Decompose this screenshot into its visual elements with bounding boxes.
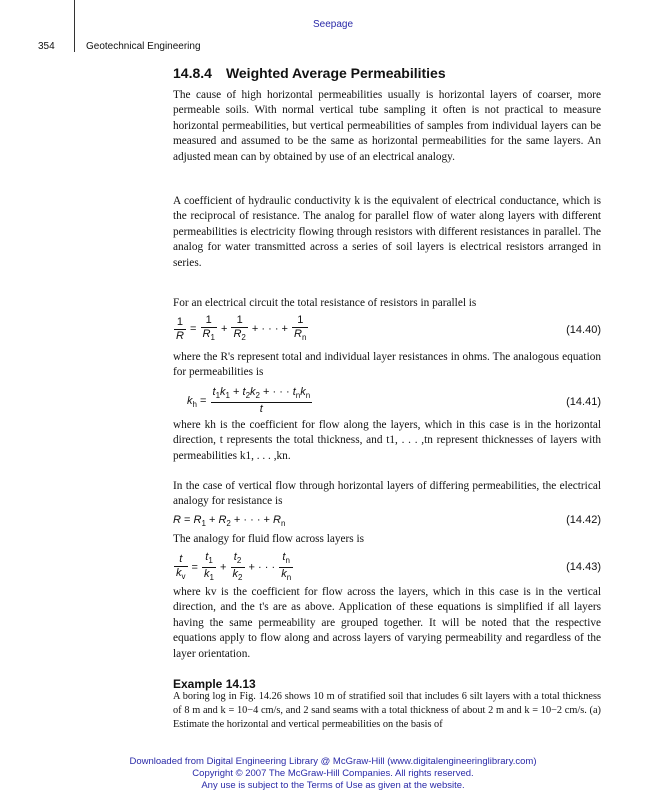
equation-number: (14.42) xyxy=(566,514,601,526)
footer-terms-link[interactable]: Any use is subject to the Terms of Use as given at the website. xyxy=(201,780,465,791)
running-head: Seepage xyxy=(312,19,354,30)
equation-14-43: $\frac{t}{k_v}$ = $\frac{t_1}{k_1}$ + $\frac{t_2}{k_2}$ + · · · $\frac{t_n}{k_n}$ (14.43) xyxy=(176,551,601,583)
equation-number: (14.41) xyxy=(566,396,601,408)
paragraph-3: For an electrical circuit the total resistance of resistors in parallel is xyxy=(173,297,477,309)
book-title: Geotechnical Engineering xyxy=(86,41,201,52)
paragraph-after-eq3: The analogy for fluid flow across layers is xyxy=(173,533,365,545)
header-rule xyxy=(74,0,75,52)
paragraph-after-eq1: where the R's represent total and individual layer resistances in ohms. The analogous equation for permeabilities is xyxy=(173,351,601,379)
footer-copyright: Copyright © 2007 The McGraw-Hill Companies. All rights reserved. xyxy=(192,768,474,779)
example-heading: Example 14.13 xyxy=(173,677,256,691)
equation-14-41: $k_h$ = $\frac{t_1k_1 + t_2k_2 + \cdot \cdot \cdot t_nk_n}{t}$ (14.41) xyxy=(187,386,601,416)
paragraph-vertical-flow: In the case of vertical flow through horizontal layers of differing permeabilities, the electrical analogy for resistance is xyxy=(173,480,601,508)
paragraph-1: The cause of high horizontal permeabilities usually is horizontal layers of coarser, more permeable soils. With normal vertical tube sampling it often is not practical to measure horizontal permeabilities, but vertical permeabilities of samples from individual layers can be measured and assumed to be the same as horizontal permeabilities for the same layers. An adjusted mean can by obtained by use of an electrical analogy. xyxy=(173,89,601,163)
paragraph-after-eq4: where kv is the coefficient for flow across the layers, which in this case is in the vertical direction, and the t's are as above. Application of these equations is simplified if all layers having the same permeability are grouped together. It will be noted that the respective equations apply to flow along and across layers of varying permeability and regardless of the layer orientation. xyxy=(173,586,601,660)
footer-download-link[interactable]: Downloaded from Digital Engineering Library @ McGraw-Hill (www.digitalengineeringlibrary.com) xyxy=(129,756,537,767)
section-title: Weighted Average Permeabilities xyxy=(225,65,446,81)
paragraph-2: A coefficient of hydraulic conductivity k is the equivalent of electrical conductance, which is the reciprocal of resistance. The analog for parallel flow of water along layers with different permeabilities is electricity flowing through resistors with different resistances in parallel. The analog for water transmitted across a series of soil layers is electrical resistors arranged in series. xyxy=(173,195,601,269)
section-number: 14.8.4 xyxy=(173,65,212,81)
example-body: A boring log in Fig. 14.26 shows 10 m of stratified soil that includes 6 silt layers with a total thickness of 8 m and k = 10−4 cm/s, and 2 sand seams with a total thickness of about 2 m and k = 10−2 cm/s. (a) Estimate the horizontal and vertical permeabilities on the basis of xyxy=(173,691,601,730)
page-number: 354 xyxy=(38,41,55,52)
equation-number: (14.43) xyxy=(566,561,601,573)
equation-14-42: $R = R_1 + R_2$ + · · · + $R_n$ (14.42) xyxy=(173,514,601,529)
equation-number: (14.40) xyxy=(566,324,601,336)
paragraph-after-eq2: where kh is the coefficient for flow along the layers, which in this case is in the horizontal direction, t represents the total thickness, and t1, . . . ,tn represent thicknesses of layers with permeabilities k1, . . . ,kn. xyxy=(173,419,601,462)
section-heading xyxy=(173,65,446,81)
equation-14-40: $\frac{1}{R}$ = $\frac{1}{R_1}$ + $\frac{1}{R_2}$ + · · · + $\frac{1}{R_n}$ (14.40) xyxy=(176,314,601,343)
